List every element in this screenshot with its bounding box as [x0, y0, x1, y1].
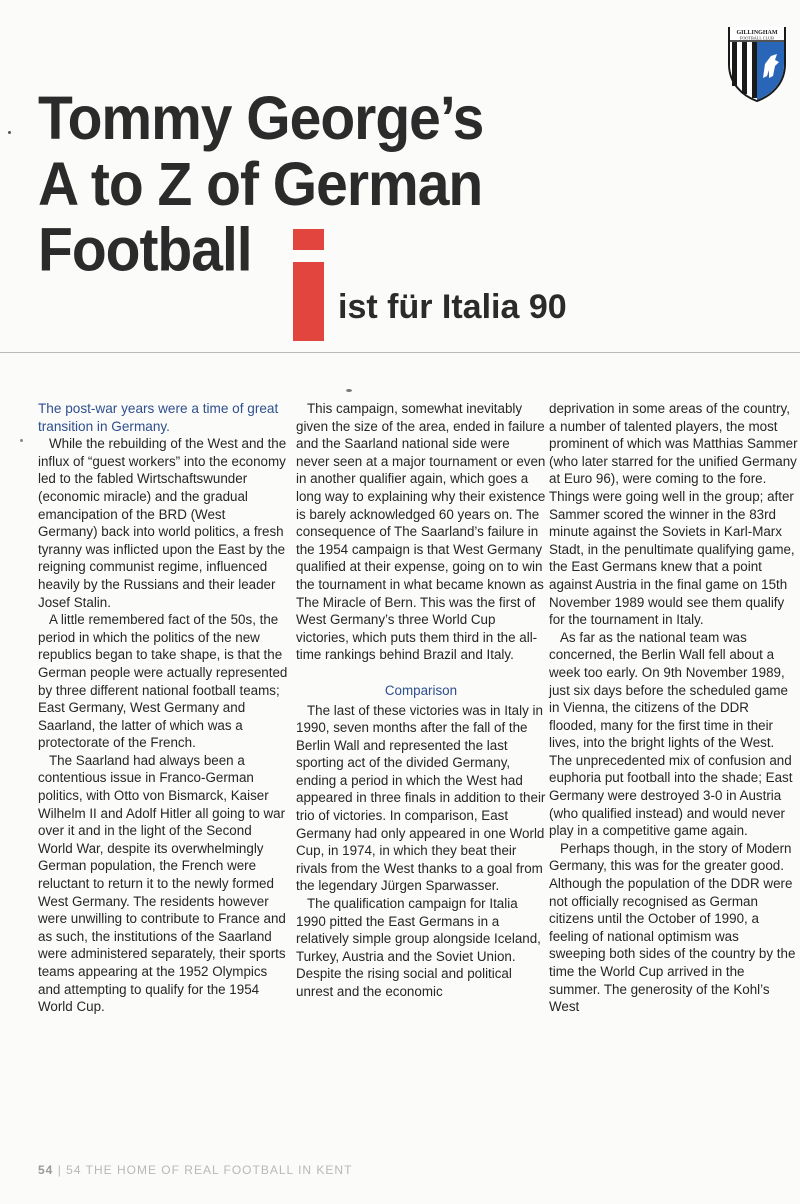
title-line-3: Football	[38, 215, 252, 285]
body-paragraph: Perhaps though, in the story of Modern Germany, this was for the greater good. Although the population of the DDR were not officially recognised as German citizens until the October of 1990, a feeling of national optimism was sweeping both sides of the country by the time the World Cup arrived in the summer. The generosity of the Kohl’s West	[549, 840, 796, 1015]
article-title	[38, 83, 484, 285]
body-paragraph: The Saarland had always been a contentious issue in Franco-German politics, with Otto von Bismarck, Kaiser Wilhelm II and Adolf Hitler all going to war over it and in the light of the Second World War, despite its overwhelmingly German population, the French were reluctant to return it to the newly formed West Germany. The residents however were unwilling to contribute to France and as such, the institutions of the Saarland were administered separately, their sports teams appearing at the 1952 Olympics and attempting to qualify for the 1954 World Cup.	[38, 752, 286, 1015]
body-paragraph: deprivation in some areas of the country, a number of talented players, the most prominent of which was Matthias Sammer (who later starred for the unified Germany at Euro 96), were coming to the fore. Things were going well in the group; after Sammer scored the winner in the 83rd minute against the Soviets in Karl-Marx Stadt, in the penultimate qualifying game, the East Germans knew that a point against Austria in the final game on 15th November 1989 would see them qualify for the tournament in Italy.	[549, 401, 798, 628]
body-paragraph: The last of these victories was in Italy in 1990, seven months after the fall of the Berlin Wall and represented the last sporting act of the divided Germany, ending a period in which the West had appeared in three finals in addition to their trio of victories. In comparison, East Germany had only appeared in one World Cup, in 1974, in which they beat their rivals from the West thanks to a goal from the legendary Jürgen Sparwasser.	[296, 702, 546, 894]
page-footer	[38, 1163, 352, 1177]
body-paragraph: As far as the national team was concerned, the Berlin Wall fell about a week too early. On 9th November 1989, just six days before the scheduled game in Vienna, the citizens of the DDR flooded, many for the first time in their lives, into the bright lights of the West. The unprecedented mix of confusion and euphoria put football into the shade; East Germany were destroyed 3-0 in Austria (who qualified instead) and would never play in a competitive game again.	[549, 629, 793, 839]
body-paragraph: The qualification campaign for Italia 1990 pitted the East Germans in a relatively simple group alongside Iceland, Turkey, Austria and the Soviet Union. Despite the rising social and political unrest and the economic	[296, 896, 541, 999]
column-3	[549, 400, 799, 1016]
footer-text: | 54 THE HOME OF REAL FOOTBALL IN KENT	[57, 1163, 353, 1177]
page-number: 54	[38, 1163, 54, 1177]
scan-speck	[20, 439, 23, 442]
section-heading: Comparison	[384, 682, 458, 698]
letter-i-dot	[293, 229, 324, 250]
column-2	[296, 400, 546, 1001]
title-line-1: Tommy George’s	[38, 83, 484, 153]
article-subtitle: ist für Italia 90	[338, 288, 567, 326]
scan-speck	[8, 131, 11, 134]
gillingham-crest-icon	[727, 24, 787, 102]
body-paragraph: While the rebuilding of the West and the influx of “guest workers” into the economy led to the fabled Wirtschaftswunder (economic miracle) and the gradual emancipation of the BRD (West Germany) back into world politics, a fresh tyranny was inflicted upon the East by the reigning communist regime, influenced heavily by the Russians and their leader Josef Stalin.	[38, 436, 287, 610]
letter-i-stem	[293, 262, 324, 341]
scan-speck	[346, 389, 352, 392]
svg-text:GILLINGHAM: GILLINGHAM	[736, 30, 778, 36]
title-line-2: A to Z of German	[38, 149, 483, 219]
column-1	[38, 400, 288, 1016]
lead-paragraph: The post-war years were a time of great transition in Germany.	[38, 401, 279, 434]
letter-i-graphic	[293, 229, 324, 341]
body-paragraph: A little remembered fact of the 50s, the period in which the politics of the new republics began to take shape, is that the German people were actually represented by three different national football teams; East Germany, West Germany and Saarland, the latter of which was a protectorate of the French.	[38, 612, 288, 751]
body-paragraph: This campaign, somewhat inevitably given the size of the area, ended in failure and the Saarland national side were never seen at a major tournament or even in another qualifier again, which goes a long way to explaining why their existence is barely acknowledged 60 years on. The consequence of The Saarland’s failure in the 1954 campaign is that West Germany qualified at their expense, going on to win the tournament in what became known as The Miracle of Bern. This was the first of West Germany’s three World Cup victories, which puts them third in the all-time rankings behind Brazil and Italy.	[296, 401, 546, 663]
header-divider	[0, 352, 800, 353]
svg-text:FOOTBALL CLUB: FOOTBALL CLUB	[740, 35, 774, 41]
